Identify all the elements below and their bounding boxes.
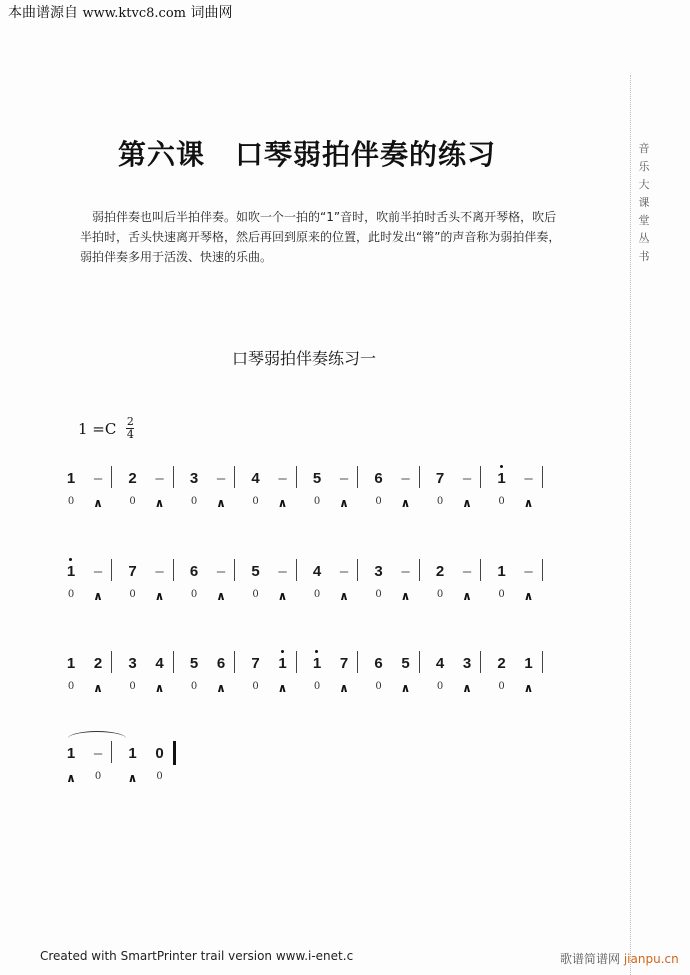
- accent-mark: ∧: [66, 771, 76, 785]
- note-extension: –: [401, 563, 410, 580]
- time-signature: [126, 416, 134, 441]
- tie-slur: [68, 731, 126, 746]
- barline: [296, 466, 297, 488]
- accent-mark: ∧: [93, 496, 103, 510]
- note: 5: [189, 655, 199, 672]
- accent-mark: ∧: [523, 589, 534, 603]
- note: 4: [155, 655, 164, 672]
- series-char: 大: [638, 178, 650, 191]
- key-signature: [78, 416, 134, 441]
- barline: [542, 651, 543, 673]
- note: 6: [374, 655, 383, 672]
- site-brand: jianpu.cn: [623, 952, 679, 966]
- high-octave-dot: [69, 558, 72, 561]
- intro-paragraph: 弱拍伴奏也叫后半拍伴奏。如吹一个一拍的“1”音时，吹前半拍时舌头不离开琴格，吹后半拍时，舌头快速离开琴格，然后再回到原来的位置，此时发出“锵”的声音称为弱拍伴奏，弱拍伴奏多用于活泼、快速的乐曲。: [80, 210, 561, 264]
- accent-mark: ∧: [154, 681, 165, 695]
- series-char: 音: [638, 142, 650, 155]
- barline: [111, 559, 112, 581]
- rest-mark: 0: [252, 496, 259, 507]
- note: 4: [435, 655, 445, 672]
- rest-mark: 0: [436, 589, 444, 600]
- note: 1: [494, 470, 510, 487]
- barline: [111, 741, 112, 763]
- note: 3: [374, 563, 383, 580]
- series-char: 课: [638, 196, 650, 209]
- note-extension: –: [524, 563, 533, 580]
- barline: [419, 559, 420, 581]
- high-octave-dot: [500, 465, 503, 468]
- accent-mark: ∧: [154, 589, 165, 603]
- note: 3: [128, 655, 137, 672]
- accent-mark: ∧: [400, 496, 411, 510]
- accent-mark: ∧: [523, 681, 534, 695]
- key-label: 1 =C: [78, 419, 117, 438]
- barline: [296, 651, 297, 673]
- time-numerator: 2: [126, 415, 134, 428]
- accent-mark: ∧: [523, 496, 534, 510]
- barline: [296, 559, 297, 581]
- rest-mark: 0: [313, 681, 321, 692]
- note: 6: [374, 470, 383, 487]
- barline: [480, 466, 481, 488]
- accent-mark: ∧: [154, 496, 165, 510]
- note: 3: [189, 470, 199, 487]
- note: 1: [63, 563, 79, 580]
- rest-mark: 0: [94, 771, 102, 782]
- accent-mark: ∧: [462, 681, 472, 695]
- source-url[interactable]: www.ktvc8.com: [82, 6, 186, 21]
- high-octave-dot: [281, 650, 284, 653]
- rest-mark: 0: [129, 496, 136, 507]
- barline: [234, 559, 235, 581]
- rest-mark: 0: [313, 589, 321, 600]
- rest-mark: 0: [252, 589, 259, 600]
- rest-mark: 0: [67, 589, 75, 600]
- rest-mark: 0: [129, 589, 136, 600]
- rest-mark: 0: [129, 681, 136, 692]
- barline: [480, 559, 481, 581]
- note-extension: –: [339, 563, 349, 580]
- note: 0: [155, 745, 164, 762]
- barline: [234, 651, 235, 673]
- note: 5: [401, 655, 410, 672]
- note: 2: [497, 655, 506, 672]
- note-extension: –: [93, 745, 103, 762]
- note: 1: [66, 470, 76, 487]
- footer-site-logo[interactable]: [560, 950, 679, 967]
- rest-mark: 0: [375, 681, 382, 692]
- note: 1: [66, 655, 76, 672]
- note-extension: –: [278, 563, 287, 580]
- accent-mark: ∧: [216, 496, 226, 510]
- rest-mark: 0: [498, 589, 505, 600]
- note: 5: [312, 470, 322, 487]
- accent-mark: ∧: [277, 589, 288, 603]
- source-suffix: 词曲网: [190, 5, 233, 21]
- note: 5: [251, 563, 260, 580]
- source-banner: [8, 2, 232, 22]
- note: 4: [251, 470, 260, 487]
- barline: [357, 559, 358, 581]
- accent-mark: ∧: [93, 589, 103, 603]
- note: 1: [275, 655, 291, 672]
- note: 1: [309, 655, 325, 672]
- barline: [173, 559, 174, 581]
- series-char: 乐: [638, 160, 650, 173]
- rest-mark: 0: [375, 496, 382, 507]
- time-denominator: 4: [126, 428, 134, 441]
- accent-mark: ∧: [339, 681, 349, 695]
- rest-mark: 0: [498, 496, 505, 507]
- final-barline: [173, 741, 176, 765]
- barline: [173, 651, 174, 673]
- accent-mark: ∧: [339, 589, 349, 603]
- rest-mark: 0: [156, 771, 163, 782]
- note: 6: [216, 655, 226, 672]
- note-extension: –: [401, 470, 410, 487]
- barline: [173, 466, 174, 488]
- barline: [357, 466, 358, 488]
- lesson-title: 口琴弱拍伴奏的练习: [235, 138, 497, 171]
- rest-mark: 0: [313, 496, 321, 507]
- accent-mark: ∧: [400, 589, 411, 603]
- accent-mark: ∧: [277, 681, 288, 695]
- note: 1: [524, 655, 533, 672]
- barline: [111, 651, 112, 673]
- rest-mark: 0: [252, 681, 259, 692]
- series-char: 丛: [638, 232, 650, 245]
- note: 2: [128, 470, 137, 487]
- note: 3: [462, 655, 472, 672]
- series-char: 书: [638, 250, 650, 263]
- note-extension: –: [462, 470, 472, 487]
- series-char: 堂: [638, 214, 650, 227]
- rest-mark: 0: [498, 681, 505, 692]
- accent-mark: ∧: [127, 771, 138, 785]
- accent-mark: ∧: [93, 681, 103, 695]
- high-octave-dot: [315, 650, 318, 653]
- note-extension: –: [93, 563, 103, 580]
- note: 7: [251, 655, 260, 672]
- note: 7: [128, 563, 137, 580]
- site-name: 歌谱简谱网: [560, 952, 621, 966]
- note-extension: –: [216, 563, 226, 580]
- note: 1: [128, 745, 137, 762]
- barline: [419, 651, 420, 673]
- rest-mark: 0: [190, 589, 198, 600]
- rest-mark: 0: [190, 681, 198, 692]
- accent-mark: ∧: [216, 589, 226, 603]
- note-extension: –: [278, 470, 287, 487]
- note-extension: –: [155, 470, 164, 487]
- barline: [357, 651, 358, 673]
- note-extension: –: [216, 470, 226, 487]
- barline: [419, 466, 420, 488]
- rest-mark: 0: [375, 589, 382, 600]
- rest-mark: 0: [436, 496, 444, 507]
- barline: [542, 559, 543, 581]
- lesson-number: 第六课: [118, 138, 206, 171]
- rest-mark: 0: [190, 496, 198, 507]
- note: 7: [435, 470, 445, 487]
- rest-mark: 0: [436, 681, 444, 692]
- rest-mark: 0: [67, 681, 75, 692]
- page-edge-divider: [630, 75, 632, 975]
- note: 6: [189, 563, 199, 580]
- note: 2: [435, 563, 445, 580]
- rest-mark: 0: [67, 496, 75, 507]
- accent-mark: ∧: [277, 496, 288, 510]
- exercise-title: 口琴弱拍伴奏练习一: [232, 349, 377, 368]
- source-prefix: 本曲谱源自: [8, 5, 78, 21]
- note-extension: –: [339, 470, 349, 487]
- note-extension: –: [524, 470, 533, 487]
- barline: [480, 651, 481, 673]
- note-extension: –: [155, 563, 164, 580]
- accent-mark: ∧: [462, 589, 472, 603]
- barline: [234, 466, 235, 488]
- note-extension: –: [93, 470, 103, 487]
- accent-mark: ∧: [216, 681, 226, 695]
- note: 1: [66, 745, 76, 762]
- accent-mark: ∧: [462, 496, 472, 510]
- accent-mark: ∧: [339, 496, 349, 510]
- note: 7: [339, 655, 349, 672]
- note: 2: [93, 655, 103, 672]
- barline: [111, 466, 112, 488]
- accent-mark: ∧: [400, 681, 411, 695]
- series-side-label: [636, 140, 652, 266]
- note: 4: [312, 563, 322, 580]
- footer-watermark: Created with SmartPrinter trail version www.i-enet.c: [40, 949, 354, 963]
- barline: [542, 466, 543, 488]
- note-extension: –: [462, 563, 472, 580]
- note: 1: [497, 563, 506, 580]
- lesson-heading: [118, 133, 496, 173]
